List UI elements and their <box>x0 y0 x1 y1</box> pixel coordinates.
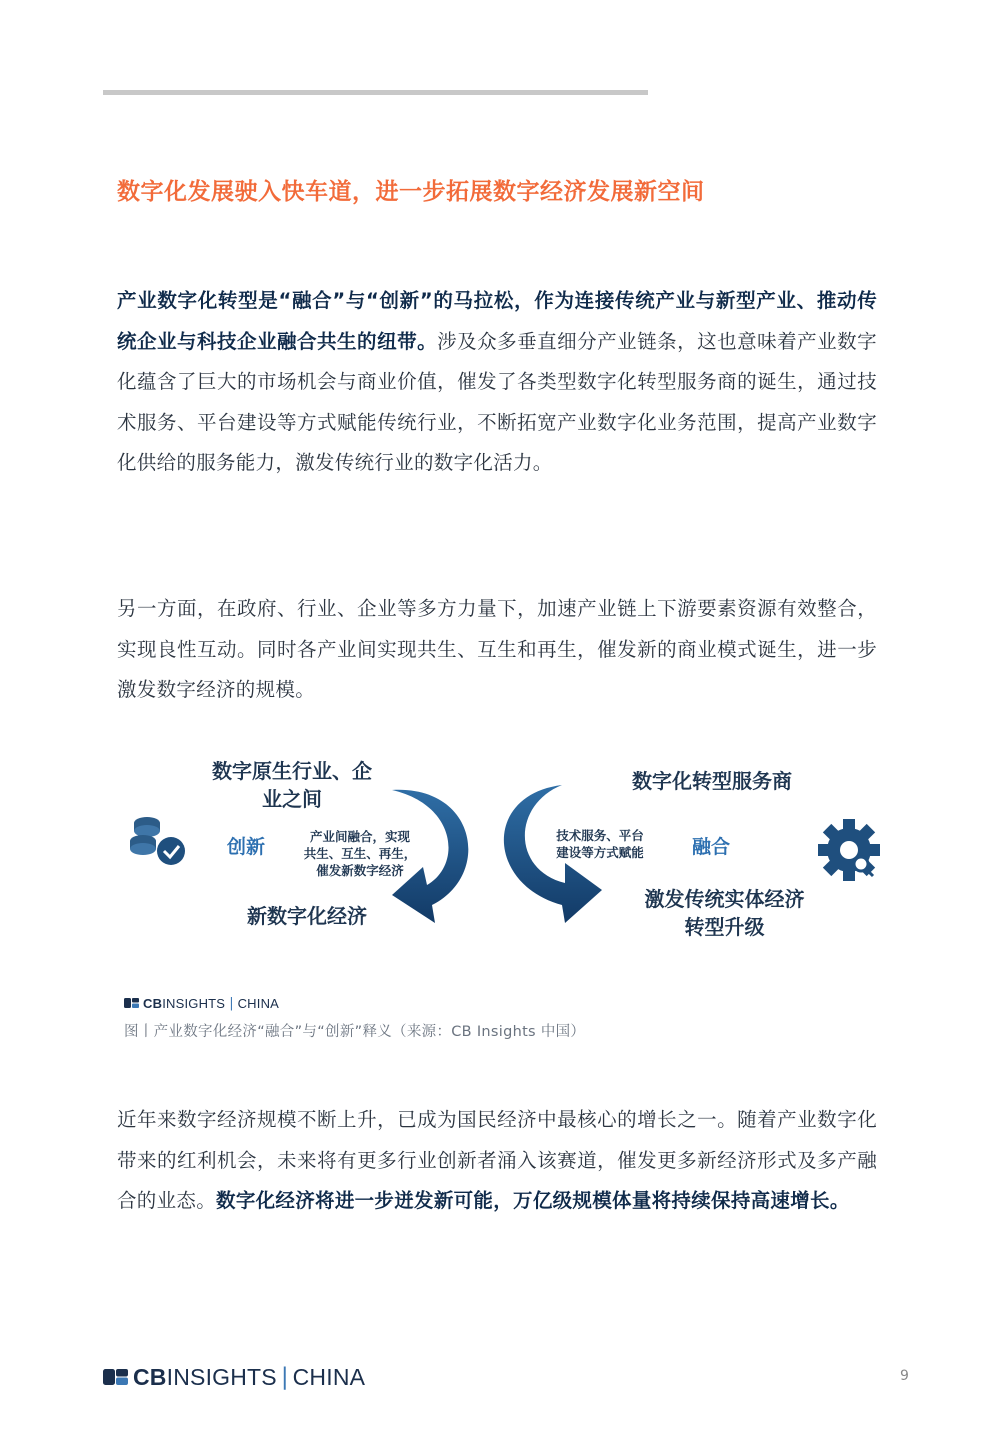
innovation-label: 创新 <box>227 836 266 858</box>
figure-caption: 图丨产业数字化经济“融合”与“创新”释义（来源：CB Insights 中国） <box>124 1024 586 1040</box>
fusion-innovation-diagram <box>117 745 897 965</box>
section-heading: 数字化发展驶入快车道，进一步拓展数字经济发展新空间 <box>117 179 705 205</box>
innovation-description: 产业间融合，实现 共生、互生、再生， 催发新数字经济 <box>303 829 417 878</box>
cb-logo-icon <box>103 1367 129 1387</box>
native-industry-label: 数字原生行业、企 业之间 <box>212 759 372 811</box>
top-divider <box>103 90 648 95</box>
paragraph-1-text: 涉及众多垂直细分产业链条，这也意味着产业数字化蕴含了巨大的市场机会与商业价值，催发了各类型数字化转型服务商的诞生，通过技术服务、平台建设等方式赋能传统行业，不断拓宽产业数字化业务范围，提高产业数字化供给的服务能力，激发传统行业的数字化活力。 <box>117 329 877 474</box>
paragraph-3 <box>117 1100 877 1222</box>
fusion-description: 技术服务、平台 建设等方式赋能 <box>556 828 644 860</box>
paragraph-1 <box>117 281 877 484</box>
paragraph-2: 另一方面，在政府、行业、企业等多方力量下，加速产业链上下游要素资源有效整合，实现良性互动。同时各产业间实现共生、互生和再生，催发新的商业模式诞生，进一步激发数字经济的规模。 <box>117 597 877 701</box>
footer-brand-logo: CB INSIGHTS | CHINA <box>103 1362 365 1392</box>
fusion-label: 融合 <box>692 836 731 858</box>
paragraph-3-text: 近年来数字经济规模不断上升，已成为国民经济中最核心的增长之一。随着产业数字化带来的红利机会，未来将有更多行业创新者涌入该赛道，催发更多新经济形式及多产融合的业态。 <box>117 1108 877 1212</box>
service-provider-label: 数字化转型服务商 <box>632 769 792 793</box>
new-digital-economy-label: 新数字化经济 <box>247 904 367 928</box>
paragraph-1-bold: 产业数字化转型是“融合”与“创新”的马拉松，作为连接传统产业与新型产业、推动传统企业与科技企业融合共生的纽带。 <box>117 289 877 353</box>
coins-check-icon <box>130 817 185 865</box>
gear-search-icon <box>818 819 880 881</box>
traditional-economy-upgrade-label: 激发传统实体经济 转型升级 <box>644 887 805 939</box>
page-number: 9 <box>900 1368 909 1384</box>
cb-logo-icon <box>124 997 140 1009</box>
paragraph-3-bold: 数字化经济将进一步迸发新可能，万亿级规模体量将持续保持高速增长。 <box>216 1189 850 1212</box>
caption-brand-logo: CB INSIGHTS | CHINA <box>124 993 279 1013</box>
